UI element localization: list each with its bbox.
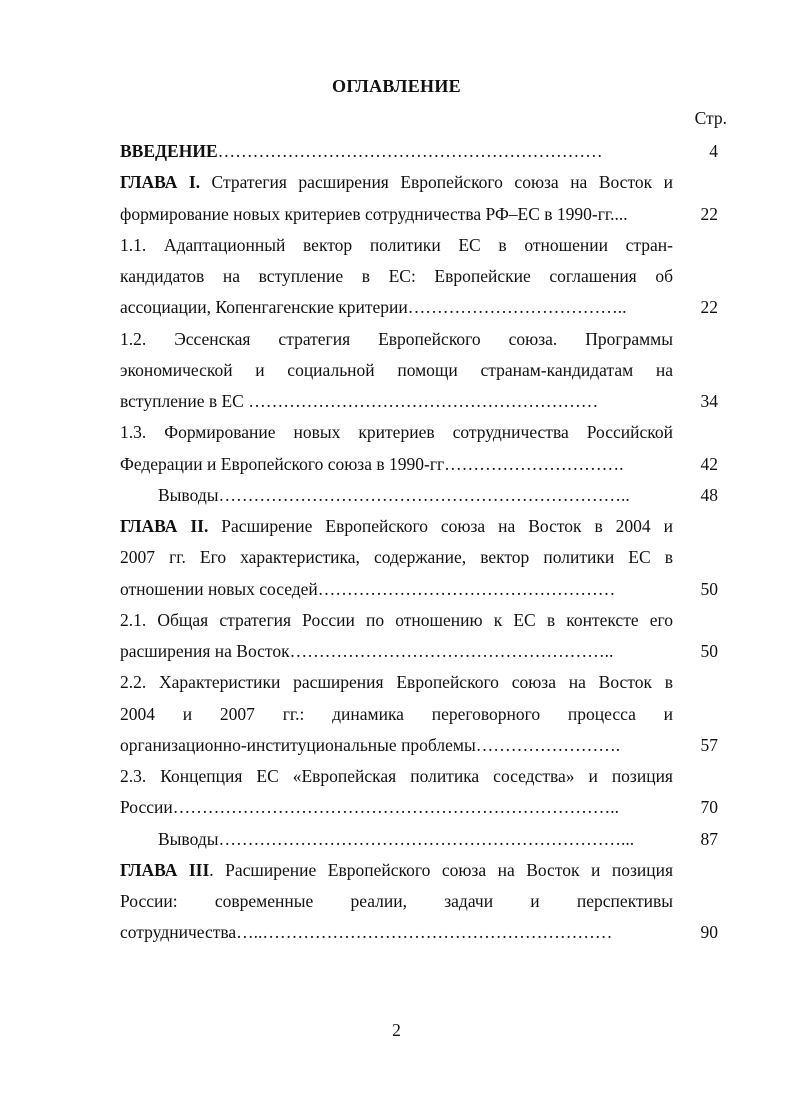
toc-title-text: 1.2. Эссенская стратегия Европейского союза. Программы [120,328,673,349]
toc-title-text: Выводы……………………………………………………………... [158,828,635,849]
toc-chapter-label: ВВЕДЕНИЕ [120,141,218,161]
toc-entry [120,167,724,230]
toc-line-text [120,480,673,511]
toc-line [120,449,724,480]
toc-entry [120,324,724,418]
toc-heading: ОГЛАВЛЕНИЕ [332,76,461,96]
toc-page-number: 70 [700,797,718,818]
page-column-label: Стр. [694,108,727,128]
toc-entry [120,605,724,668]
toc-entry [120,511,724,605]
toc-line [120,355,724,386]
toc-title-text: кандидатов на вступление в ЕС: Европейские соглашения об [120,266,673,286]
toc-title-text: 2004 и 2007 гг.: динамика переговорного процесса и [120,703,673,724]
toc-chapter-label: ГЛАВА I. [120,172,201,193]
toc-line-text [120,449,673,480]
toc-title-text: 1.1. Адаптационный вектор политики ЕС в отношении стран- [120,234,673,255]
toc-title-text: сотрудничества…..…………………………………………………… [120,922,613,943]
toc-title-text: 2.1. Общая стратегия России по отношению к ЕС в контексте его [120,609,673,630]
toc-line-text [120,386,673,417]
toc-line [120,855,724,886]
page-number: 2 [392,1020,401,1040]
toc-line [120,542,724,573]
toc-line [120,667,724,698]
toc-page-number: 34 [700,391,718,411]
toc-line-text [120,136,673,167]
toc-line [120,605,724,636]
toc-page-number: 42 [700,453,718,474]
toc-title-text: отношении новых соседей…………………………………………… [120,578,616,599]
toc-line-text [120,605,673,636]
toc-line-text [120,542,673,573]
toc-entry [120,761,724,824]
toc-page-number: 22 [700,297,718,318]
toc-line [120,261,724,292]
toc-line [120,480,724,511]
toc-line-text [120,167,673,198]
toc-entry [120,667,724,761]
toc-entry [120,230,724,324]
toc-line [120,824,724,855]
toc-line-text [120,792,673,823]
toc-title-text: России: современные реалии, задачи и перспективы [120,891,673,911]
toc-title-text: 2007 гг. Его характеристика, содержание, вектор политики ЕС в [120,547,673,568]
toc-line [120,761,724,792]
toc-line-text [120,699,673,730]
toc-line [120,511,724,542]
toc-entry [120,855,724,949]
toc-title-text: 2.3. Концепция ЕС «Европейская политика соседства» и позиция [120,766,673,786]
toc-page-number: 90 [700,922,718,943]
table-of-contents [120,136,724,949]
toc-line [120,417,724,448]
toc-line-text [120,199,673,230]
toc-title-text: Выводы…………………………………………………………….. [158,484,630,505]
toc-title-text: ………………………………………………………… [217,141,603,161]
toc-line-text [120,261,673,292]
toc-line [120,792,724,823]
toc-entry [120,824,724,855]
toc-chapter-label: ГЛАВА III [120,859,210,880]
toc-line [120,199,724,230]
toc-line-text [120,730,673,761]
toc-line [120,574,724,605]
toc-line-text [120,855,673,886]
toc-page-number: 57 [700,734,718,755]
toc-line-text [120,917,673,948]
toc-line-text [120,292,673,323]
toc-line [120,699,724,730]
toc-title-text: . Расширение Европейского союза на Восток и позиция [209,859,673,880]
toc-title-text: формирование новых критериев сотрудничества РФ–ЕС в 1990-гг.... [120,203,628,224]
toc-page-number: 4 [709,141,718,161]
toc-page-number: 50 [700,641,718,661]
toc-line-text [120,574,673,605]
toc-line [120,136,724,167]
toc-line-text [120,667,673,698]
toc-line [120,167,724,198]
toc-title-text: ассоциации, Копенгагенские критерии……………………………….. [120,297,627,318]
toc-page-number: 87 [700,828,718,849]
toc-line [120,230,724,261]
toc-line [120,324,724,355]
toc-line [120,636,724,667]
toc-line-text [120,230,673,261]
toc-line [120,730,724,761]
toc-entry [120,417,724,480]
toc-entry [120,480,724,511]
toc-line-text [120,511,673,542]
toc-line-text [120,355,673,386]
toc-line [120,386,724,417]
toc-title-text: Стратегия расширения Европейского союза на Восток и [200,172,673,193]
toc-title-text: России………………………………………………………………….. [120,797,619,818]
toc-line-text [120,824,673,855]
toc-title-text: экономической и социальной помощи странам-кандидатам на [120,359,673,380]
toc-line [120,917,724,948]
toc-line-text [120,636,673,667]
toc-title-text: Расширение Европейского союза на Восток в 2004 и [208,516,673,536]
toc-line-text [120,417,673,448]
toc-entry [120,136,724,167]
toc-line [120,886,724,917]
toc-line [120,292,724,323]
toc-page-number: 48 [700,484,718,505]
toc-page-number: 50 [700,578,718,599]
toc-chapter-label: ГЛАВА II. [120,516,209,536]
toc-line-text [120,886,673,917]
toc-title-text: Федерации и Европейского союза в 1990-гг…………………………. [120,453,624,474]
toc-page-number: 22 [700,203,718,224]
toc-line-text [120,324,673,355]
toc-title-text: 2.2. Характеристики расширения Европейского союза на Восток в [120,672,673,693]
toc-line-text [120,761,673,792]
toc-title-text: вступление в ЕС …………………………………………………… [120,391,599,411]
toc-title-text: расширения на Восток……………………………………………….. [120,641,614,661]
toc-title-text: 1.3. Формирование новых критериев сотрудничества Российской [120,422,673,443]
toc-title-text: организационно-институциональные проблемы……………………. [120,734,621,755]
